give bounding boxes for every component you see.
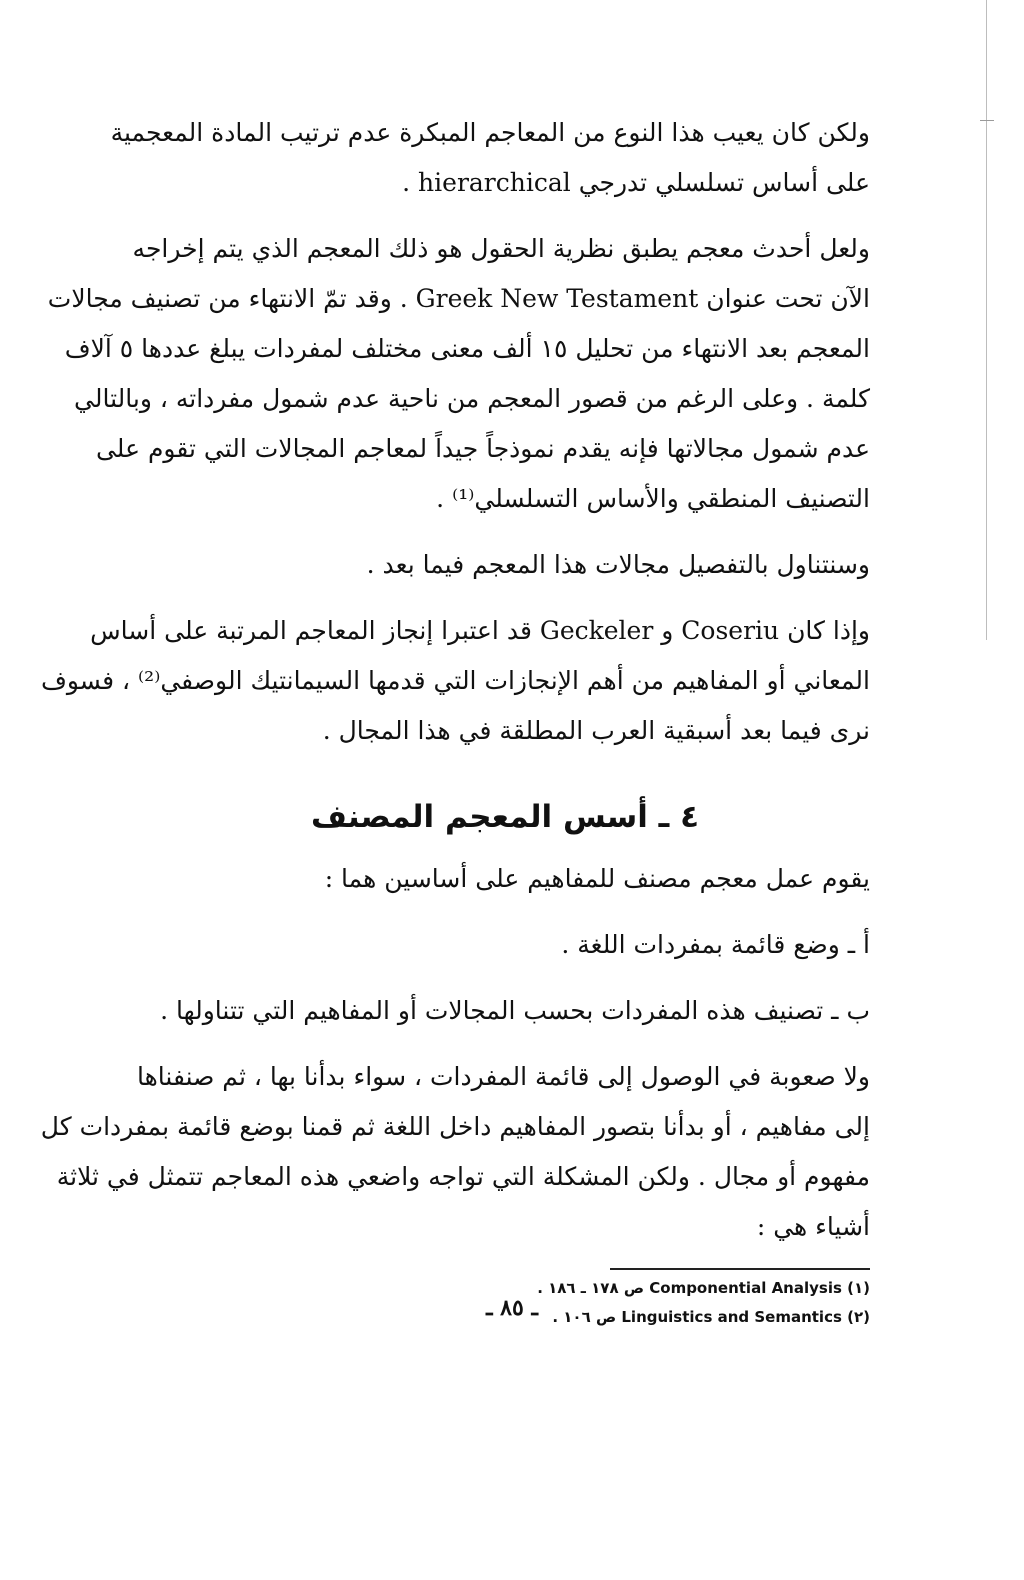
footnote-2: (٢) Linguistics and Semantics ص ١٠٦ . — [552, 1308, 870, 1326]
text-line: مفهوم أو مجال . ولكن المشكلة التي تواجه واضعي هذه المعاجم تتمثل في ثلاثة — [56, 1162, 870, 1191]
text-line: ب ـ تصنيف هذه المفردات بحسب المجالات أو المفاهيم التي تتناولها . — [160, 996, 870, 1025]
paragraph-3 — [140, 540, 870, 590]
text-line: وإذا كان Coseriu و Geckeler قد اعتبرا إنجاز المعاجم المرتبة على أساس — [90, 616, 870, 645]
page-number: ـ ٨٥ ـ — [486, 1295, 538, 1321]
text-line: المعاني أو المفاهيم من أهم الإنجازات التي قدمها السيمانتيك الوصفي⁽²⁾ ، فسوف — [40, 666, 870, 695]
paragraph-5 — [140, 854, 870, 904]
text-line: أ ـ وضع قائمة بمفردات اللغة . — [561, 930, 870, 959]
text-line: على أساس تسلسلي تدرجي hierarchical . — [402, 168, 870, 197]
page-edge-tick — [980, 120, 994, 121]
text-line: أشياء هي : — [756, 1212, 870, 1241]
text-line: كلمة . وعلى الرغم من قصور المعجم من ناحية عدم شمول مفرداته ، وبالتالي — [74, 384, 870, 413]
section-heading: ٤ ـ أسس المعجم المصنف — [311, 799, 699, 835]
text-line: ولا صعوبة في الوصول إلى قائمة المفردات ، سواء بدأنا بها ، ثم صنفناها — [136, 1062, 870, 1091]
paragraph-1 — [110, 108, 870, 208]
text-line: ولكن كان يعيب هذا النوع من المعاجم المبكرة عدم ترتيب المادة المعجمية — [110, 118, 870, 147]
paragraph-6 — [40, 1052, 870, 1252]
text-line: نرى فيما بعد أسبقية العرب المطلقة في هذا المجال . — [322, 716, 870, 745]
text-line: التصنيف المنطقي والأساس التسلسلي⁽¹⁾ . — [436, 484, 870, 513]
footnote-1: (١) Componential Analysis ص ١٧٨ ـ ١٨٦ . — [537, 1279, 870, 1297]
paragraph-4 — [40, 606, 870, 756]
text-line: وسنتناول بالتفصيل مجالات هذا المعجم فيما بعد . — [366, 550, 870, 579]
page-edge-line — [986, 0, 987, 640]
page-body — [40, 108, 870, 1332]
text-line: الآن تحت عنوان Greek New Testament . وقد تمّ الانتهاء من تصنيف مجالات — [47, 284, 870, 313]
paragraph-2 — [47, 224, 870, 524]
text-line: عدم شمول مجالاتها فإنه يقدم نموذجاً جيداً لمعاجم المجالات التي تقوم على — [95, 434, 870, 463]
list-item-a — [140, 920, 870, 970]
text-line: ولعل أحدث معجم يطبق نظرية الحقول هو ذلك المعجم الذي يتم إخراجه — [132, 234, 870, 263]
text-line: يقوم عمل معجم مصنف للمفاهيم على أساسين هما : — [324, 864, 870, 893]
text-line: إلى مفاهيم ، أو بدأنا بتصور المفاهيم داخل اللغة ثم قمنا بوضع قائمة بمفردات كل — [40, 1112, 870, 1141]
list-item-b — [140, 986, 870, 1036]
text-line: المعجم بعد الانتهاء من تحليل ١٥ ألف معنى مختلف لمفردات يبلغ عددها ٥ آلاف — [64, 334, 870, 363]
footnote-divider — [610, 1268, 870, 1270]
